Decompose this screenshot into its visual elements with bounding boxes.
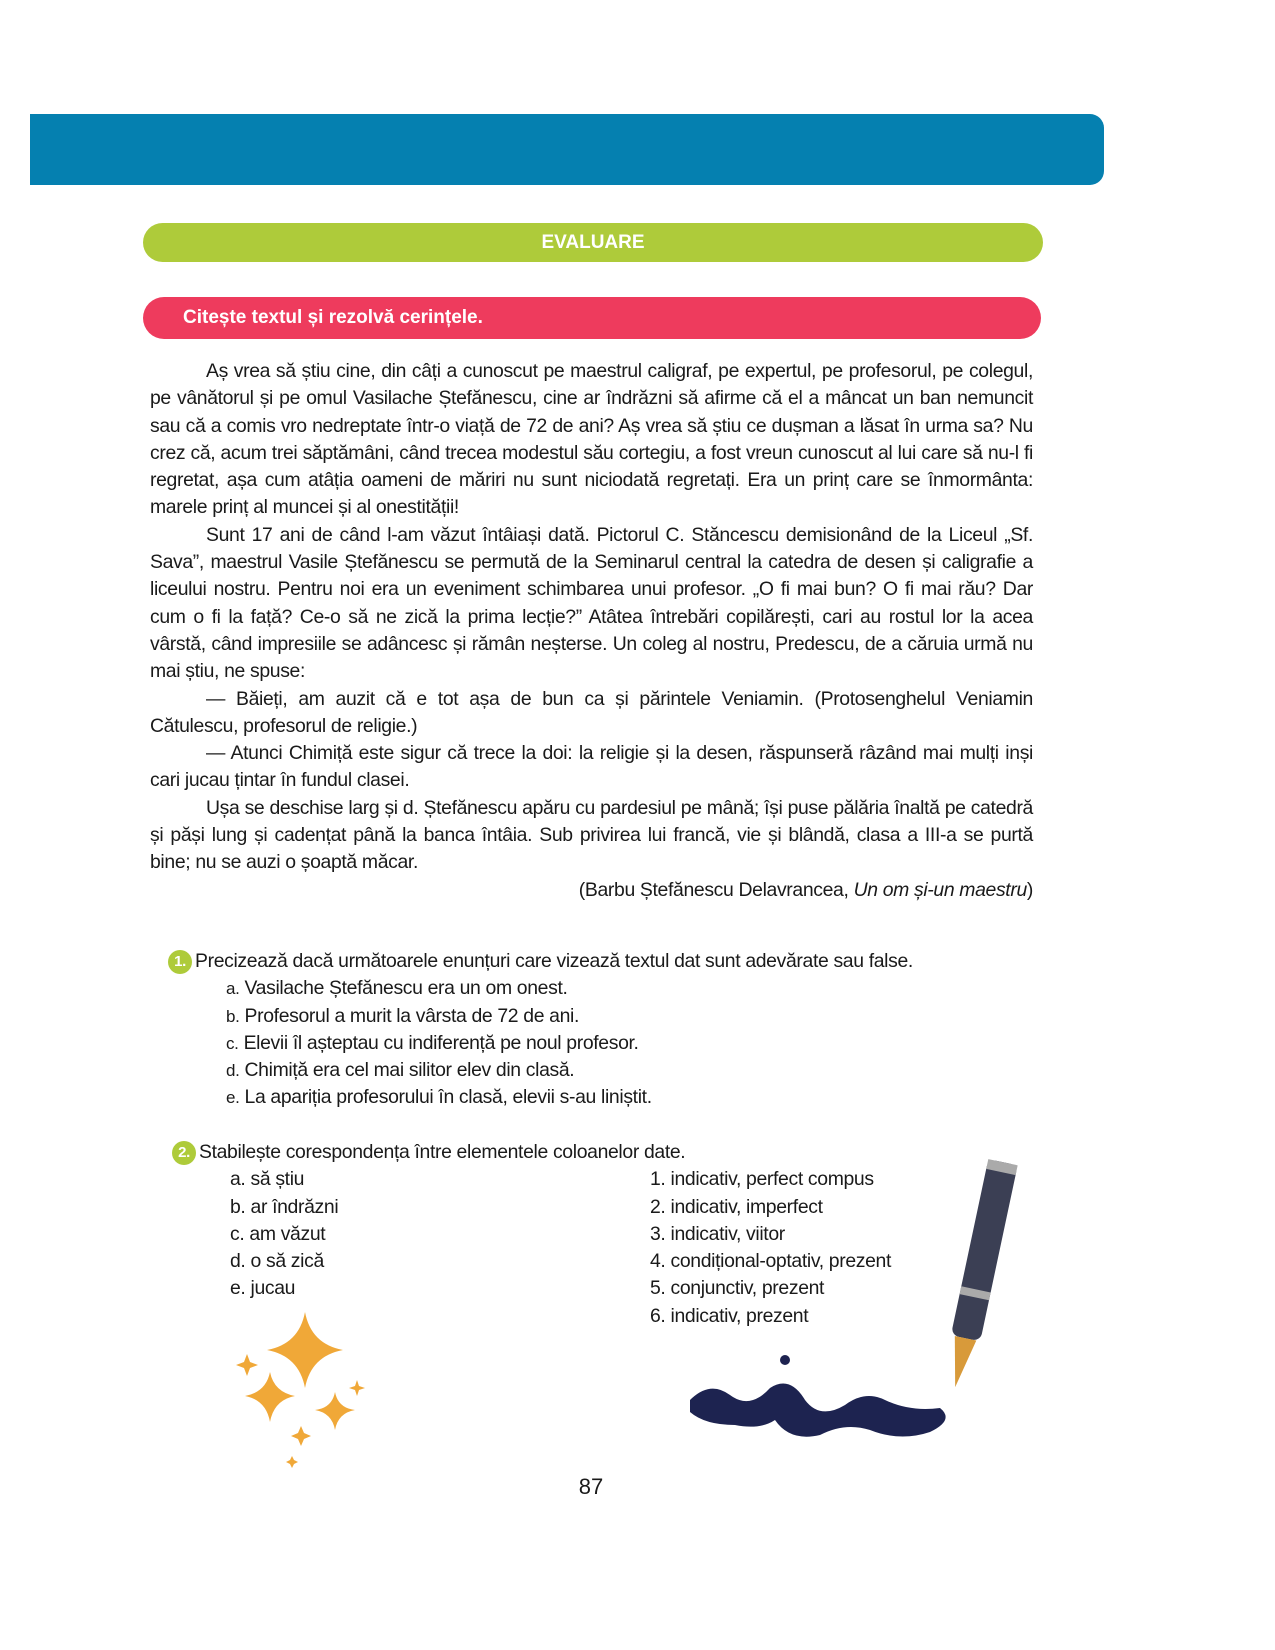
- mood-tense-item: 6. indicativ, prezent: [650, 1304, 809, 1327]
- item-text: Chimiță era cel mai silitor elev din clasă.: [244, 1059, 575, 1082]
- verb-form-item: d. o să zică: [230, 1250, 324, 1273]
- question-number-badge: 2.: [172, 1141, 196, 1165]
- paragraph: Sunt 17 ani de când l-am văzut întâiași dată. Pictorul C. Stăncescu demisionând de la Liceul „Sf. Sava”, maestrul Vasile Ștefănescu se permută de la Seminarul central la catedra de desen și caligrafie a liceului nostru. Pentru noi era un eveniment schimbarea unui profesor. „O fi mai bun? O fi mai rău? Dar cum o fi la față? Ce-o să ne zică la prima lecție?” Atâtea întrebări copilărești, cari au rostul lor la acea vârstă, când impresiile se adâncesc și rămân neșterse. Un coleg al nostru, Predescu, de a căruia urmă nu mai știu, ne spuse:: [150, 523, 1033, 683]
- item-text: Vasilache Ștefănescu era un om onest.: [244, 977, 568, 1000]
- source-suffix: ): [1026, 878, 1033, 901]
- item-letter: b.: [226, 1006, 240, 1026]
- verb-form-item: a. să știu: [230, 1168, 305, 1191]
- question-number-badge: 1.: [168, 950, 192, 974]
- section-title: EVALUARE: [143, 223, 1043, 262]
- statement-item: [226, 1057, 913, 1084]
- statement-item: [226, 1084, 913, 1111]
- item-letter: d.: [226, 1061, 240, 1081]
- statement-item: [226, 1030, 913, 1057]
- source-citation: [150, 877, 1033, 904]
- paragraph: Aș vrea să știu cine, din câți a cunoscut pe maestrul caligraf, pe expertul, pe profesorul, pe colegul, pe vânătorul și pe omul Vasilache Ștefănescu, cine ar îndrăzni să afirme că el a mâncat un ban nemuncit sau că a comis vro nedreptate într-o viață de 72 de ani? Aș vrea să știu ce dușman a lăsat în urma sa? Nu crez că, acum trei săptămâni, când trecea modestul său cortegiu, a fost vreun cunoscut al lui care să nu-l fi regretat, așa cum atâția oameni de măriri nu sunt niciodată regretați. Era un prinț care se înmormânta: marele prinț al muncei și al onestității!: [150, 360, 1033, 519]
- statement-item: [226, 975, 913, 1002]
- sparkles-icon: [235, 1310, 375, 1470]
- question-1: [168, 948, 913, 1112]
- mood-tense-item: 2. indicativ, imperfect: [650, 1195, 823, 1218]
- paragraph: — Băieți, am auzit că e tot așa de bun ca și părintele Veniamin. (Protosenghelul Veniamin Cătulescu, profesorul de religie.): [150, 687, 1033, 737]
- page-number: 87: [578, 1474, 604, 1499]
- verb-form-item: b. ar îndrăzni: [230, 1195, 339, 1218]
- question-prompt: Stabilește corespondența între elementele coloanelor date.: [199, 1141, 686, 1163]
- paragraph: — Atunci Chimiță este sigur că trece la doi: la religie și la desen, răspunseră râzând mai mulți inși cari jucau țintar în fundul clasei.: [150, 742, 1033, 792]
- source-author: (Barbu Ștefănescu Delavrancea,: [578, 878, 854, 901]
- paragraph: Ușa se deschise larg și d. Ștefănescu apăru cu pardesiul pe mână; își puse pălăria înaltă pe catedră și păși lung și cadențat până la banca întâia. Sub privirea lui francă, vie și blândă, clasa a III-a se purtă bine; nu se auzi o șoaptă măcar.: [150, 796, 1033, 874]
- item-letter: c.: [226, 1033, 239, 1053]
- statement-item: [226, 1003, 913, 1030]
- item-letter: a.: [226, 979, 240, 999]
- item-letter: e.: [226, 1088, 240, 1108]
- verb-form-item: e. jucau: [230, 1277, 296, 1300]
- item-text: Profesorul a murit la vârsta de 72 de ani.: [244, 1004, 580, 1027]
- mood-tense-item: 4. condițional-optativ, prezent: [650, 1250, 892, 1273]
- mood-tense-item: 5. conjunctiv, prezent: [650, 1277, 825, 1300]
- reading-text: [150, 358, 1033, 904]
- verb-form-item: c. am văzut: [230, 1222, 326, 1245]
- question-prompt: Precizează dacă următoarele enunțuri care vizează textul dat sunt adevărate sau false.: [195, 950, 913, 972]
- mood-tense-item: 1. indicativ, perfect compus: [650, 1168, 874, 1191]
- header-band: [30, 114, 1104, 185]
- instruction-banner: Citește textul și rezolvă cerințele.: [143, 297, 1041, 339]
- mood-tense-item: 3. indicativ, viitor: [650, 1222, 785, 1245]
- item-text: Elevii îl așteptau cu indiferență pe noul profesor.: [243, 1031, 639, 1054]
- source-title: Un om și-un maestru: [853, 878, 1027, 901]
- item-text: La apariția profesorului în clasă, elevii s-au liniștit.: [244, 1086, 652, 1109]
- fountain-pen-icon: [680, 1150, 1040, 1450]
